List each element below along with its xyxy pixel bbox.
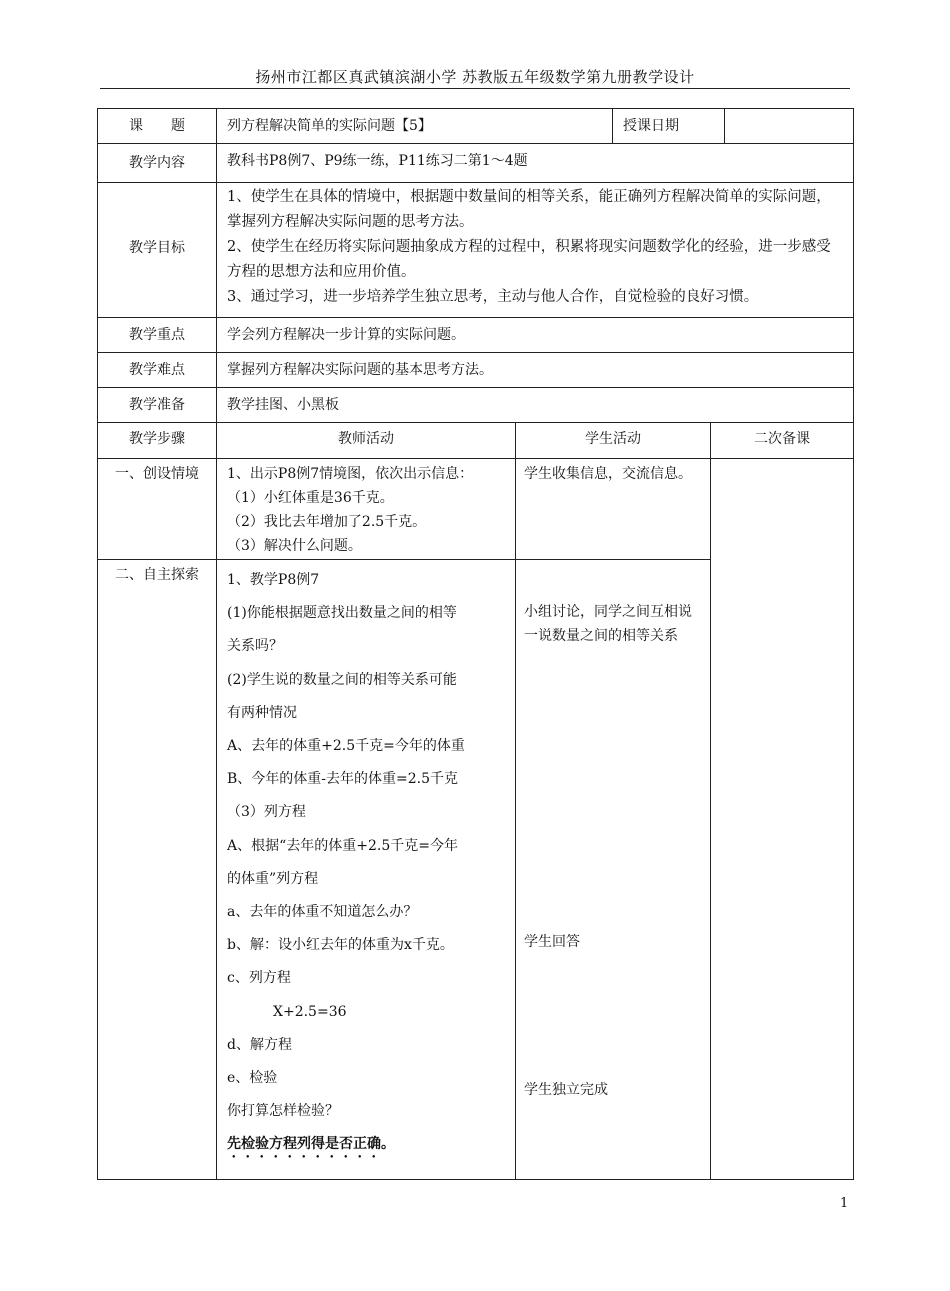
step2-equation: X+2.5=36 [273, 1003, 347, 1020]
goals-label-cell [97, 182, 217, 318]
prep-value: 教学挂图、小黑板 [227, 397, 339, 413]
key-value: 学会列方程解决一步计算的实际问题。 [227, 327, 465, 343]
goals-label: 教学目标 [129, 240, 185, 256]
col-teacher-label: 教师活动 [338, 431, 394, 447]
difficulty-label-cell [97, 352, 217, 388]
step1-teacher-line: （1）小红体重是36千克。 [227, 490, 394, 506]
difficulty-value: 掌握列方程解决实际问题的基本思考方法。 [227, 362, 493, 378]
step2-teacher-line: (1)你能根据题意找出数量之间的相等 [227, 605, 457, 622]
topic-label: 课 题 [129, 118, 185, 134]
prep-value-cell [216, 387, 854, 423]
date-value-cell [724, 108, 854, 144]
key-label: 教学重点 [129, 327, 185, 343]
col-second-header [710, 422, 854, 459]
step2-teacher-line: b、解：设小红去年的体重为x千克。 [227, 937, 454, 954]
step2-teacher-line: 关系吗？ [227, 638, 283, 655]
key-value-cell [216, 317, 854, 353]
header-rule [100, 88, 850, 89]
step2-teacher-line: c、列方程 [227, 970, 291, 987]
step1-label: 一、创设情境 [115, 466, 199, 482]
date-label-cell [612, 108, 725, 144]
step1-teacher-cell [216, 458, 516, 560]
step2-label-cell [97, 559, 217, 1180]
step2-teacher-line: a、去年的体重不知道怎么办？ [227, 904, 418, 921]
key-label-cell [97, 317, 217, 353]
step2-teacher-line: 的体重”列方程 [227, 870, 319, 887]
prep-label-cell [97, 387, 217, 423]
step1-student: 学生收集信息，交流信息。 [524, 466, 692, 482]
step2-teacher-line: A、根据“去年的体重+2.5千克=今年 [227, 837, 458, 854]
topic-value: 列方程解决简单的实际问题【5】 [227, 118, 432, 134]
step2-student-3: 学生独立完成 [524, 1082, 608, 1098]
col-second-label: 二次备课 [754, 431, 810, 447]
step2-teacher-line: d、解方程 [227, 1036, 292, 1053]
step2-emphasis-line: 先检验方程列得是否正确。 [227, 1136, 395, 1153]
prep-label: 教学准备 [129, 397, 185, 413]
step2-teacher-line: （3）列方程 [227, 804, 306, 821]
step2-student-cell [515, 559, 711, 1180]
content-value: 教科书P8例7、P9练一练，P11练习二第1～4题 [227, 153, 528, 169]
content-label-cell [97, 143, 217, 183]
step2-teacher-line: 1、教学P8例7 [227, 572, 320, 588]
step1-label-cell [97, 458, 217, 560]
step2-teacher-line: 你打算怎样检验？ [227, 1103, 339, 1120]
content-label: 教学内容 [129, 155, 185, 171]
step1-teacher-line: 1、出示P8例7情境图，依次出示信息： [227, 466, 474, 482]
step2-teacher-line: A、去年的体重+2.5千克=今年的体重 [227, 738, 465, 755]
step2-teacher-line: B、今年的体重-去年的体重=2.5千克 [227, 771, 459, 788]
page-header: 扬州市江都区真武镇滨湖小学 苏教版五年级数学第九册教学设计 [255, 68, 695, 86]
date-label: 授课日期 [623, 118, 679, 134]
goal-item: 1、使学生在具体的情境中，根据题中数量间的相等关系，能正确列方程解决简单的实际问题，掌握列方程解决实际问题的思考方法。 [227, 189, 831, 230]
col-student-label: 学生活动 [585, 431, 641, 447]
second-prep-cell [710, 458, 854, 1180]
step1-teacher-line: （2）我比去年增加了2.5千克。 [227, 514, 427, 530]
step1-teacher-line: （3）解决什么问题。 [227, 538, 362, 554]
col-step-label: 教学步骤 [129, 431, 185, 447]
step2-teacher-cell [216, 559, 516, 1180]
topic-label-cell [97, 108, 217, 144]
col-step-header [97, 422, 217, 459]
goal-item: 3、通过学习，进一步培养学生独立思考，主动与他人合作，自觉检验的良好习惯。 [227, 289, 759, 305]
content-value-cell [216, 143, 854, 183]
difficulty-label: 教学难点 [129, 362, 185, 378]
step2-teacher-line: 有两种情况 [227, 704, 297, 721]
goal-item: 2、使学生在经历将实际问题抽象成方程的过程中，积累将现实问题数学化的经验，进一步感受方程的思想方法和应用价值。 [227, 239, 831, 280]
step2-student-2: 学生回答 [524, 934, 580, 950]
goals-value-cell [216, 182, 854, 318]
step1-student-cell [515, 458, 711, 560]
step2-teacher-line: e、检验 [227, 1070, 278, 1087]
topic-value-cell [216, 108, 613, 144]
difficulty-value-cell [216, 352, 854, 388]
col-student-header [515, 422, 711, 459]
step2-label: 二、自主探索 [115, 567, 199, 583]
page-number: 1 [840, 1196, 849, 1211]
col-teacher-header [216, 422, 516, 459]
step2-teacher-line: (2)学生说的数量之间的相等关系可能 [227, 671, 457, 688]
step2-student-1: 小组讨论，同学之间互相说一说数量之间的相等关系 [524, 604, 692, 644]
